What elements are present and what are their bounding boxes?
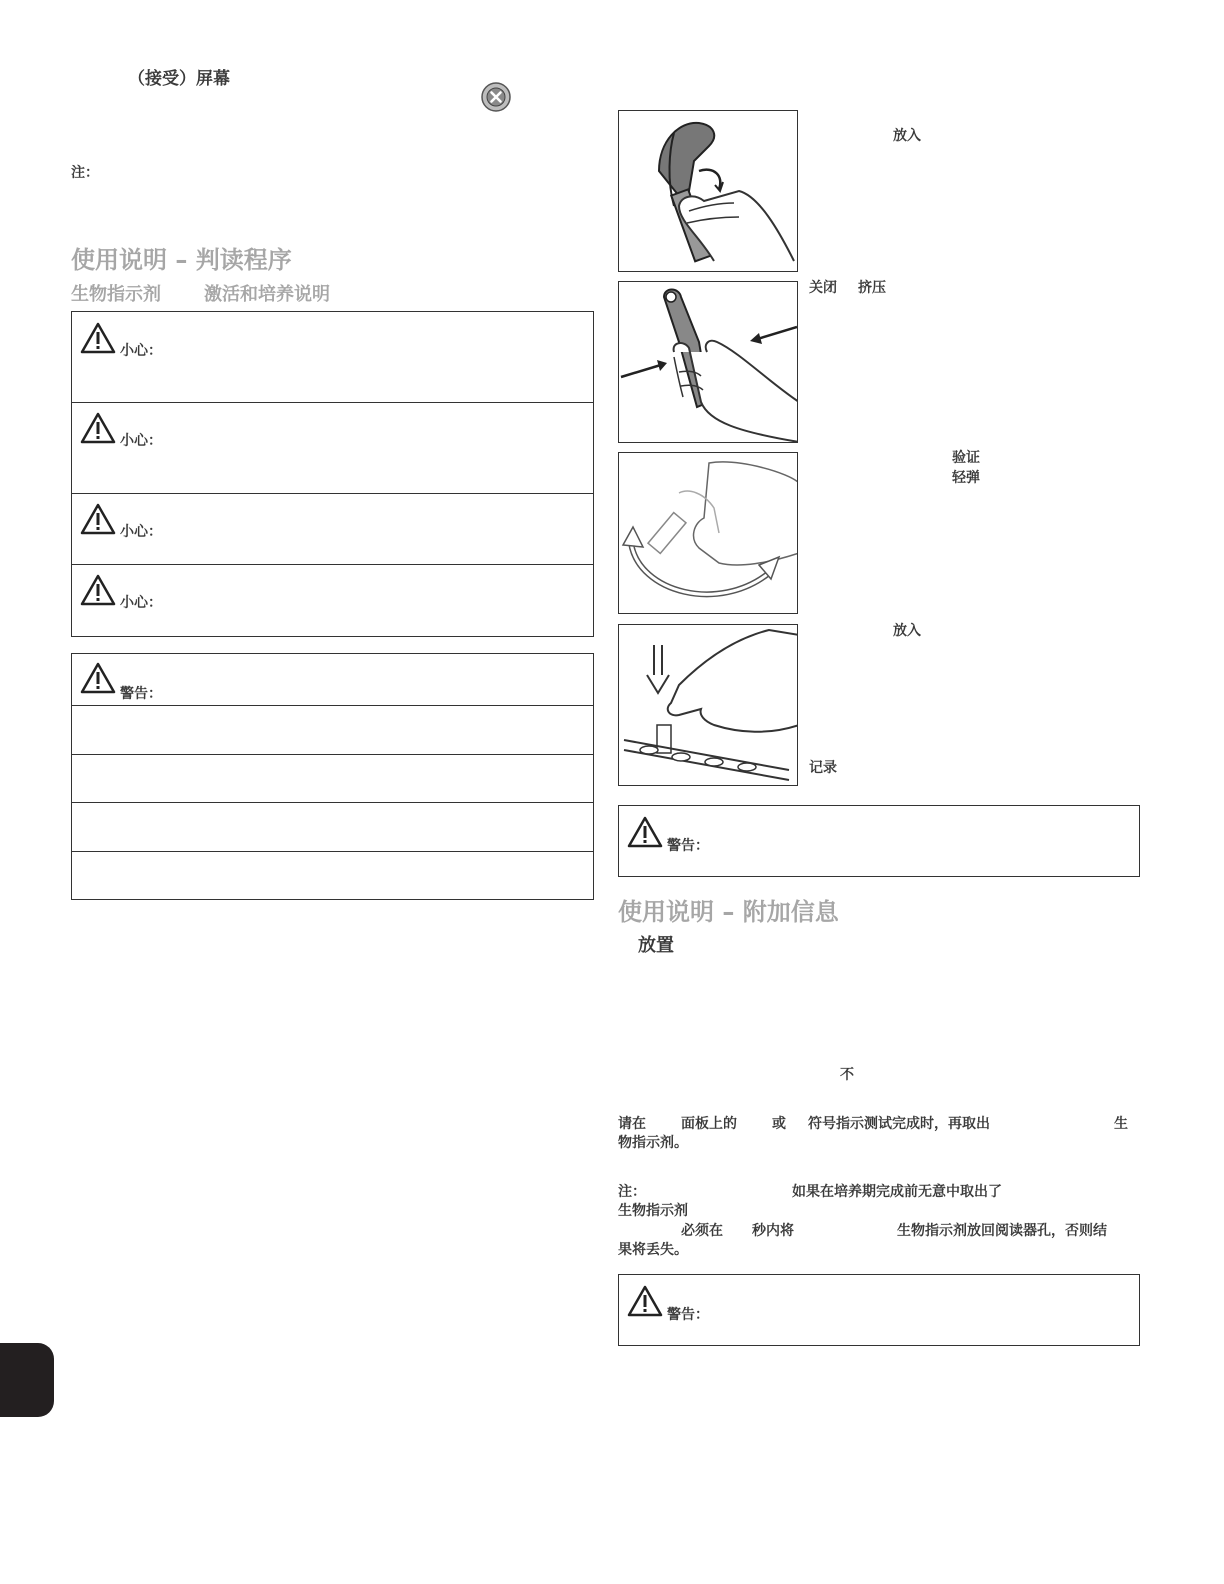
step4-record: 记录 xyxy=(809,760,837,776)
subtitle-bi: 生物指示剂 xyxy=(71,284,161,305)
caution-label-3: 小心： xyxy=(120,524,162,540)
note-c: 必须在 xyxy=(681,1223,723,1239)
para1-e: 生 xyxy=(1114,1116,1128,1132)
caution-label-1: 小心： xyxy=(120,343,162,359)
note-line4: 果将丢失。 xyxy=(618,1242,688,1258)
warning-label-right-1: 警告： xyxy=(667,838,709,854)
note-line2: 生物指示剂 xyxy=(618,1203,688,1219)
warning-triangle-icon xyxy=(80,412,116,444)
section-title-reading: 使用说明 – 判读程序 xyxy=(71,246,292,274)
step4-put: 放入 xyxy=(893,623,921,639)
note-label: 注： xyxy=(71,165,99,181)
subtitle-activation: 激活和培养说明 xyxy=(204,284,330,305)
section-title-additional: 使用说明 – 附加信息 xyxy=(618,898,839,926)
warning-triangle-icon xyxy=(80,322,116,354)
note-a: 如果在培养期完成前无意中取出了 xyxy=(792,1184,1002,1200)
warning-box-right-1 xyxy=(618,805,1140,877)
para1-d: 符号指示测试完成时，再取出 xyxy=(808,1116,990,1132)
step3-verify: 验证 xyxy=(952,450,980,466)
note-label-right: 注： xyxy=(618,1184,646,1200)
para1-a: 请在 xyxy=(618,1116,646,1132)
warning-label-right-2: 警告： xyxy=(667,1307,709,1323)
note-e: 生物指示剂放回阅读器孔，否则结 xyxy=(897,1223,1107,1239)
placement-title: 放置 xyxy=(638,935,674,956)
warning-label-left: 警告： xyxy=(120,686,162,702)
para1-b: 面板上的 xyxy=(681,1116,737,1132)
warning-triangle-icon xyxy=(627,816,663,848)
warning-box-left xyxy=(71,653,594,900)
warning-triangle-icon xyxy=(80,662,116,694)
caution-label-2: 小心： xyxy=(120,433,162,449)
step2-squeeze: 挤压 xyxy=(858,280,886,296)
page-side-tab xyxy=(0,1343,54,1417)
accept-screen-text: （接受）屏幕 xyxy=(128,69,230,89)
not-char: 不 xyxy=(840,1067,854,1083)
para1-line2: 物指示剂。 xyxy=(618,1135,688,1151)
step1-put: 放入 xyxy=(893,128,921,144)
caution-box xyxy=(71,311,594,637)
figure-place-vial xyxy=(618,624,798,786)
caution-label-4: 小心： xyxy=(120,595,162,611)
figure-squeeze-activator xyxy=(618,281,798,443)
warning-triangle-icon xyxy=(80,503,116,535)
step2-close: 关闭 xyxy=(809,280,837,296)
figure-insert-activator xyxy=(618,110,798,272)
warning-triangle-icon xyxy=(80,574,116,606)
warning-box-right-2 xyxy=(618,1274,1140,1346)
close-circle-icon xyxy=(481,82,511,112)
figure-flick-vial xyxy=(618,452,798,614)
warning-triangle-icon xyxy=(627,1285,663,1317)
para1-c: 或 xyxy=(772,1116,786,1132)
step3-flick: 轻弹 xyxy=(952,470,980,486)
note-d: 秒内将 xyxy=(752,1223,794,1239)
